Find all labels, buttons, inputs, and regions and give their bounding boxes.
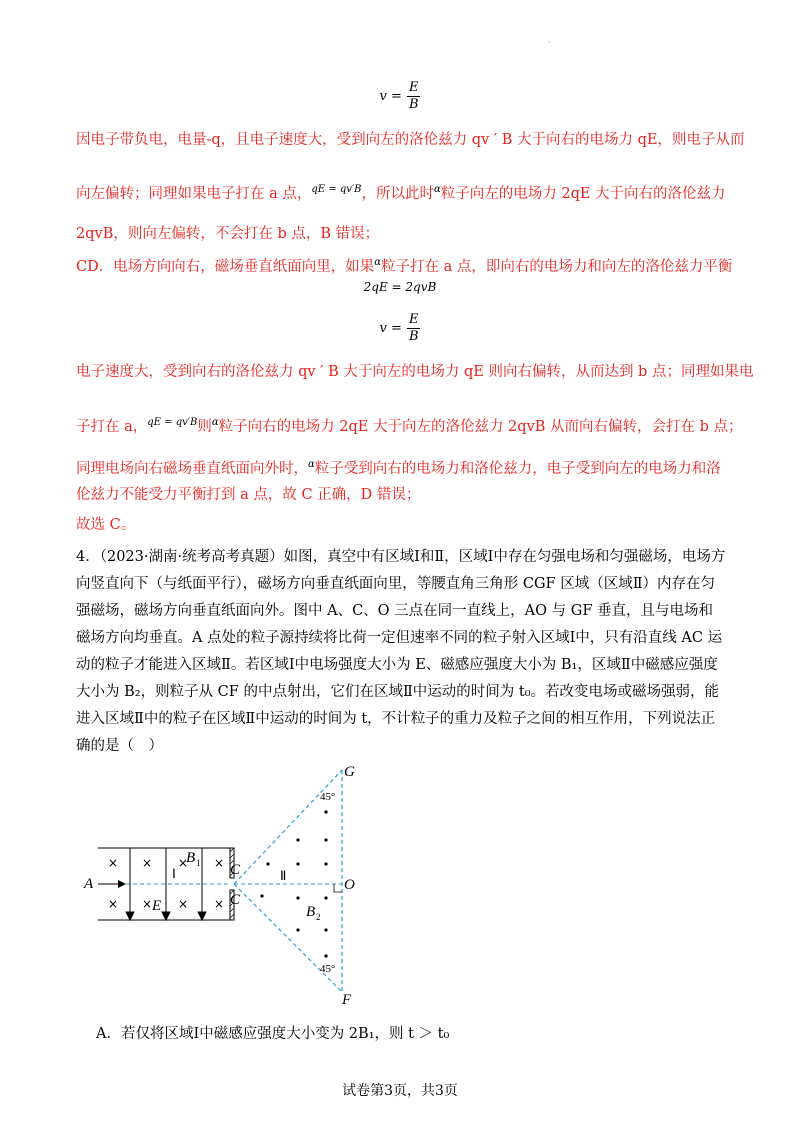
solution-line-3: 2qvB，则向左偏转，不会打在 b 点，B 错误； <box>76 226 380 242</box>
solution-line-5: 电子速度大，受到向右的洛伦兹力 qv ′ B 大于向左的电场力 qE 则向右偏转，从而达到 b 点；同理如果电 <box>76 364 754 380</box>
label-c-bottom: C <box>230 892 241 908</box>
solution-line-8: 伦兹力不能受力平衡打到 a 点，故 C 正确，D 错误； <box>76 487 421 503</box>
cross-mark: × <box>142 897 153 911</box>
label-o: O <box>344 877 355 893</box>
cross-mark: × <box>214 897 225 911</box>
label-b1: B <box>186 850 196 866</box>
cross-mark: × <box>108 856 119 870</box>
label-b2-sub: 2 <box>316 912 321 922</box>
cross-mark: × <box>108 897 119 911</box>
cross-mark: × <box>142 856 153 870</box>
solution-line-4: CD．电场方向向右，磁场垂直纸面向里，如果$^\alpha$粒子打在 a 点，即向右的电场力和向左的洛伦兹力平衡 <box>76 257 733 275</box>
label-e: E <box>152 898 162 914</box>
page-footer: 试卷第3页，共3页 <box>342 1083 458 1099</box>
alpha-symbol: α <box>374 257 381 268</box>
solution-line-2: 向左偏转；同理如果电子打在 a 点，$^{qE = qv'B}$，所以此时$^\alpha$粒子向左的电场力 2qE 大于向右的洛伦兹力 <box>76 184 726 202</box>
label-region-ii: Ⅱ <box>280 868 287 883</box>
label-f: F <box>342 992 352 1008</box>
solution-line-6: 子打在 a，$^{qE = qv'B}$则$^\alpha$粒子向右的电场力 2qE 大于向左的洛伦兹力 2qvB 从而向右偏转，会打在 b 点； <box>76 417 743 435</box>
label-region-i: Ⅰ <box>172 866 176 881</box>
alpha-symbol: α <box>211 417 219 428</box>
option-a: A．若仅将区域Ⅰ中磁感应强度大小变为 2B₁，则 t ＞ t₀ <box>96 1026 450 1042</box>
solution-line-9: 故选 C。 <box>76 517 136 533</box>
angle-bottom: 45° <box>320 963 336 975</box>
cross-mark: × <box>178 897 189 911</box>
alpha-symbol: α <box>433 184 441 195</box>
equation-2qe: 2qE = 2qvB <box>363 280 437 294</box>
angle-top: 45° <box>320 791 336 803</box>
physics-figure <box>80 760 380 1010</box>
cross-mark: × <box>178 856 189 870</box>
solution-line-1: 因电子带负电，电量-q，且电子速度大，受到向左的洛伦兹力 qv ′ B 大于向右的电场力 qE，则电子从而 <box>76 132 745 148</box>
label-g: G <box>344 764 355 780</box>
label-b1-sub: 1 <box>196 858 201 868</box>
question-4-text: 4．（2023·湖南·统考高考真题）如图，真空中有区域Ⅰ和Ⅱ，区域Ⅰ中存在匀强电场和匀强磁场，电场方向竖直向下（与纸面平行），磁场方向垂直纸面向里，等腰直角三角形 CGF 区域（区域Ⅱ）内存在匀强磁场，磁场方向垂直纸面向外。图中 A、C、O 三点在同一直线上，AO 与 GF 垂直，且与电场和磁场方向均垂直。A 点处的粒子源持续将比荷一定但速率不同的粒子射入区域Ⅰ中，只有沿直线 AC 运动的粒子才能进入区域Ⅱ。若区域Ⅰ中电场强度大小为 E、磁感应强度大小为 B₁，区域Ⅱ中磁感应强度大小为 B₂，则粒子从 CF 的中点射出，它们在区域Ⅱ中运动的时间为 t₀。若改变电场或磁场强弱，能进入区域Ⅱ中的粒子在区域Ⅱ中运动的时间为 t，不计粒子的重力及粒子之间的相互作用，下列说法正确的是（ ） <box>76 549 726 754</box>
equation-v-eb-1: v = $\frac{E}{B}$ <box>379 80 419 112</box>
cross-mark: × <box>214 856 225 870</box>
label-a: A <box>84 876 94 892</box>
equation-v-eb-2: v = $\frac{E}{B}$ <box>379 312 419 344</box>
solution-line-7: 同理电场向右磁场垂直纸面向外时，$^\alpha$粒子受到向右的电场力和洛伦兹力，电子受到向左的电场力和洛 <box>76 459 721 477</box>
header-mark: · <box>548 38 551 47</box>
label-b2: B <box>306 904 316 920</box>
inline-equation: qE = qv′B <box>311 184 362 195</box>
label-c-top: C <box>230 862 241 878</box>
inline-equation: qE = qv′B <box>147 417 198 428</box>
alpha-symbol: α <box>308 459 315 470</box>
